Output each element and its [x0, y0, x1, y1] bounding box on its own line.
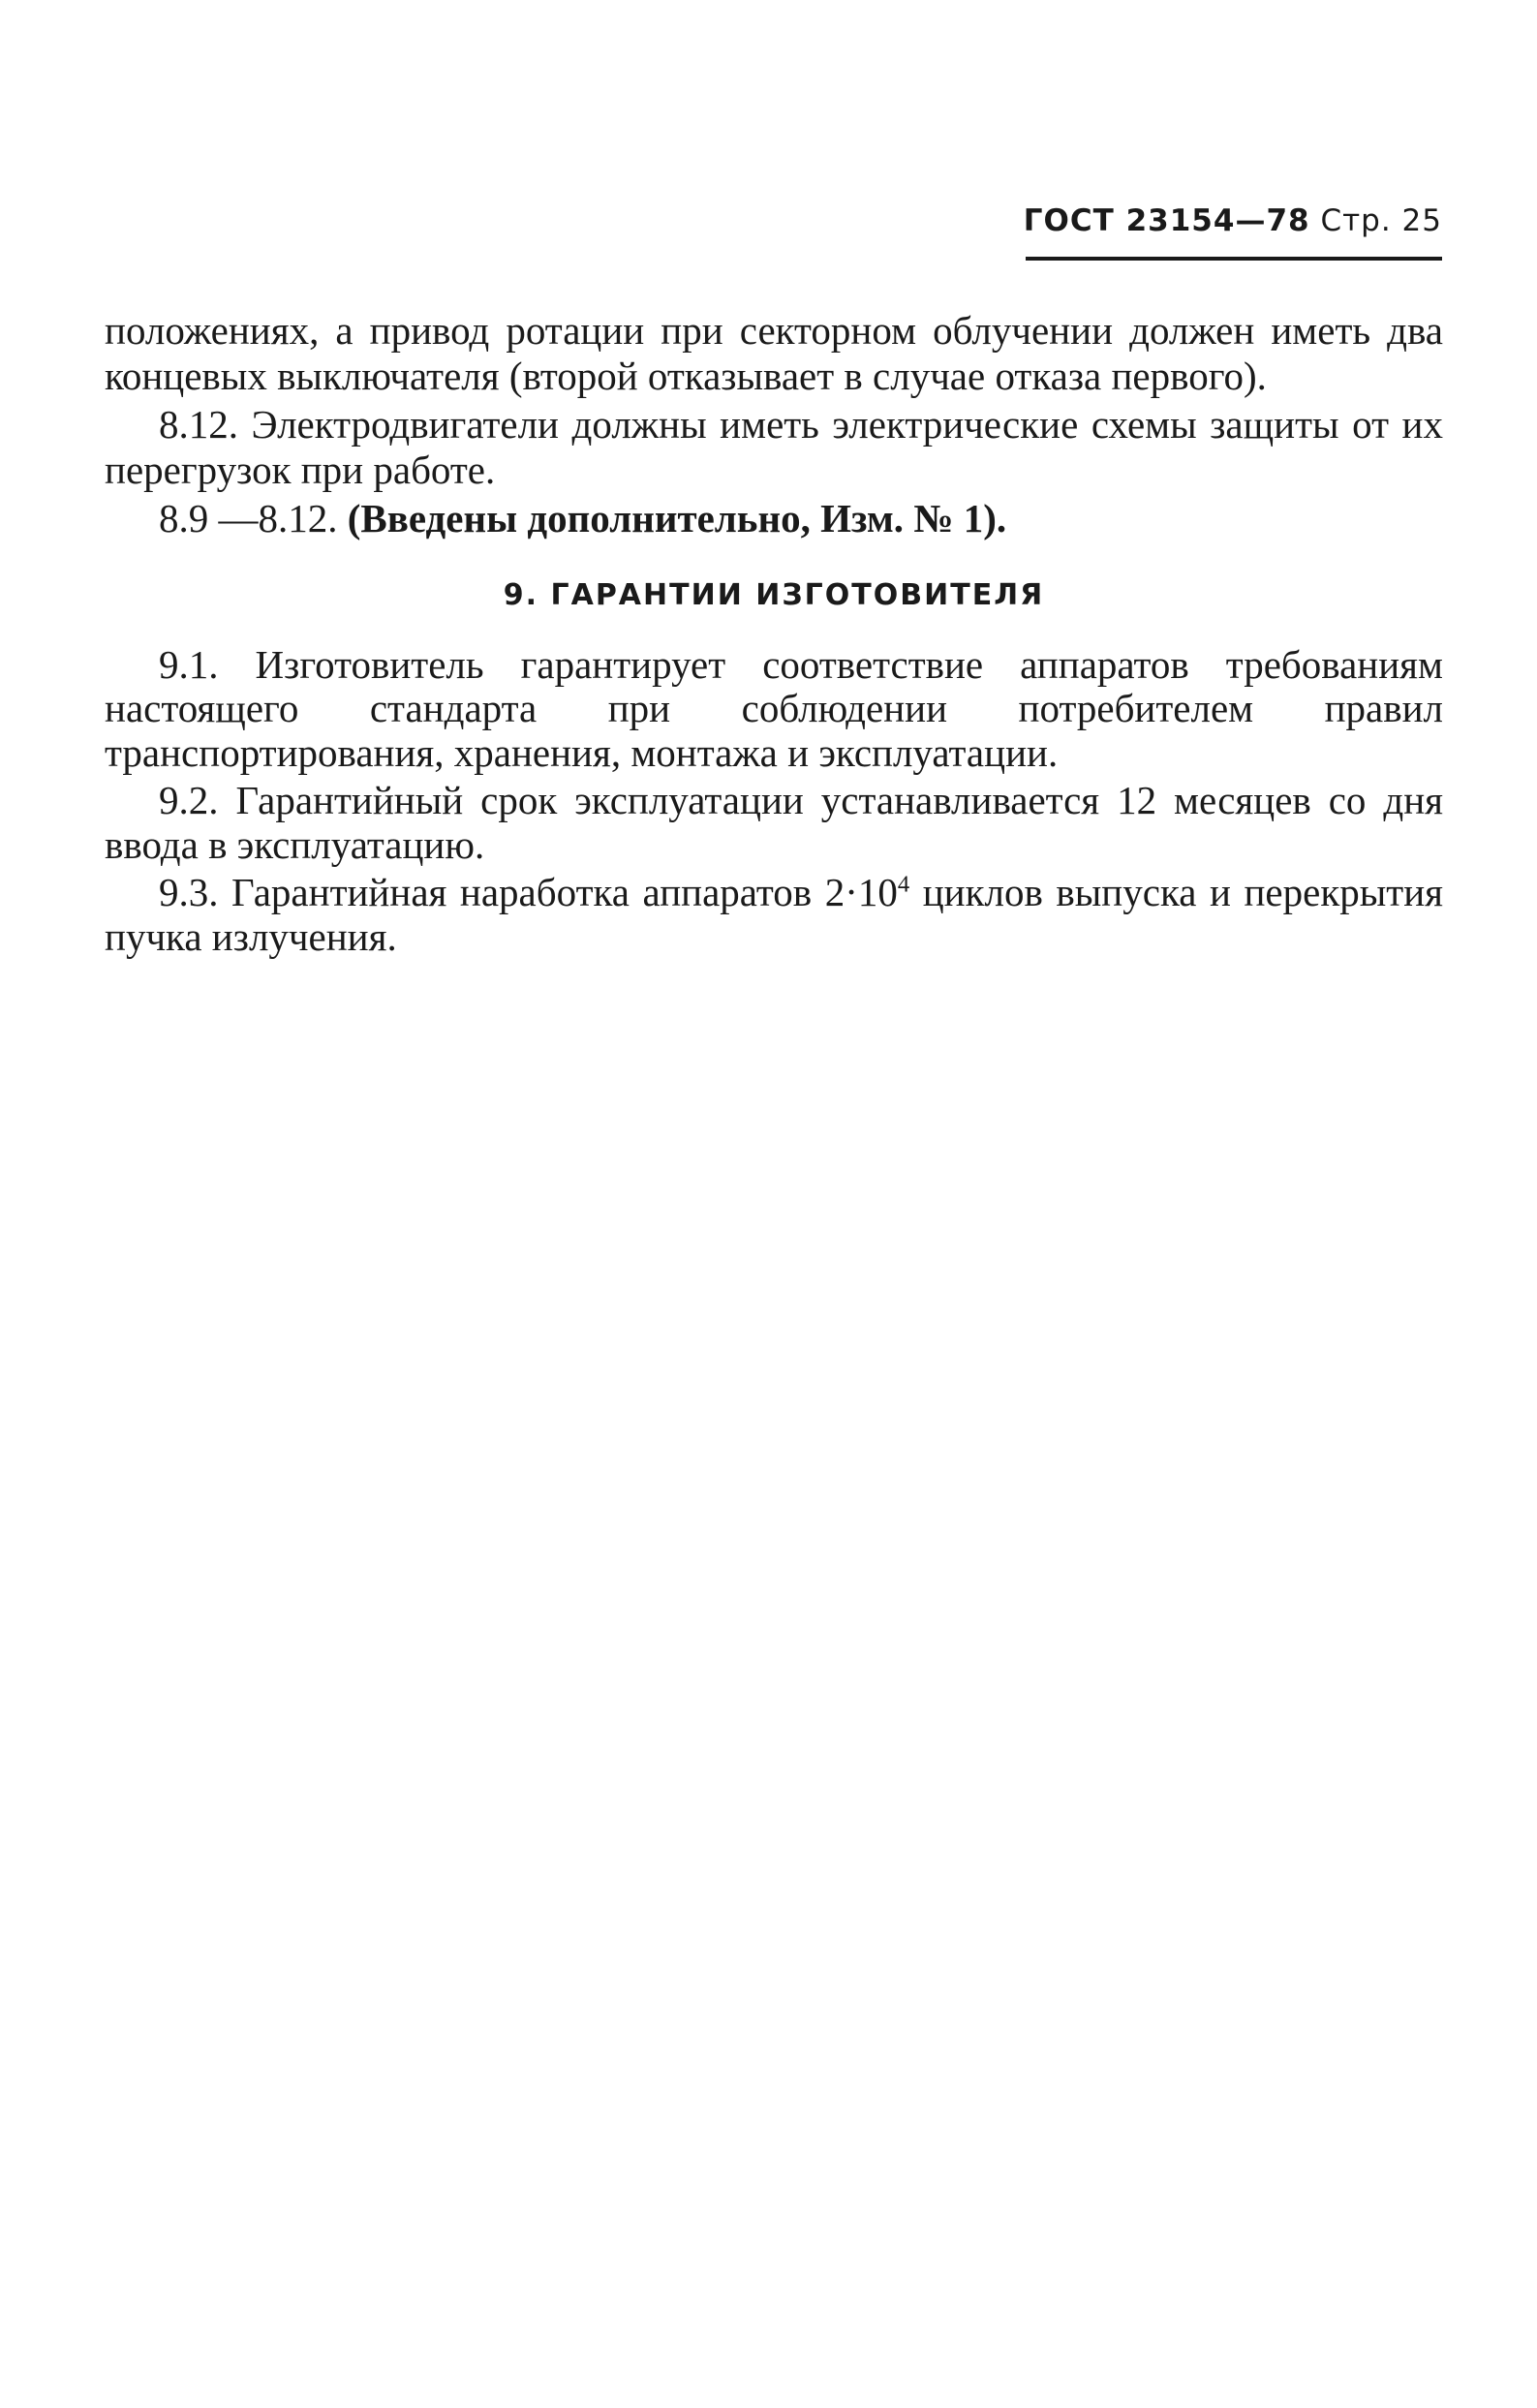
- exponent: 4: [897, 871, 910, 898]
- paragraph-9-3-start: 9.3. Гарантийная наработка аппаратов 2·10: [159, 870, 898, 914]
- paragraph-9-3: [105, 871, 1443, 959]
- standard-code: ГОСТ 23154—78: [1023, 203, 1310, 238]
- section-title: 9. ГАРАНТИИ ИЗГОТОВИТЕЛЯ: [503, 577, 1045, 612]
- paragraph-9-1: 9.1. Изготовитель гарантирует соответствие аппаратов требованиям настоящего стандарта при соблюдении потребителем правил транспортирования, хранения, монтажа и эксплуатации.: [105, 641, 1443, 775]
- header-rule: [1026, 257, 1442, 261]
- amendment-note-ref: 8.9 —8.12.: [159, 496, 338, 540]
- amendment-note-text: (Введены дополнительно, Изм. № 1).: [347, 496, 1007, 540]
- paragraph-9-3-end: циклов выпуска и перекрытия пучка излучения.: [105, 870, 1444, 959]
- page-body: [105, 308, 1443, 959]
- paragraph-9-2: 9.2. Гарантийный срок эксплуатации устанавливается 12 месяцев со дня ввода в эксплуатацию.: [105, 778, 1443, 867]
- page-number: Стр. 25: [1320, 203, 1442, 238]
- amendment-note: [105, 496, 1443, 541]
- paragraph-continuation: положениях, а привод ротации при секторном облучении должен иметь два концевых выключателя (второй отказывает в случае отказа первого).: [105, 308, 1443, 398]
- paragraph-8-12: 8.12. Электродвигатели должны иметь электрические схемы защиты от их перегрузок при работе.: [105, 402, 1443, 492]
- running-header: [1024, 203, 1442, 238]
- page-header: [1024, 203, 1442, 238]
- section-9: [105, 578, 1443, 960]
